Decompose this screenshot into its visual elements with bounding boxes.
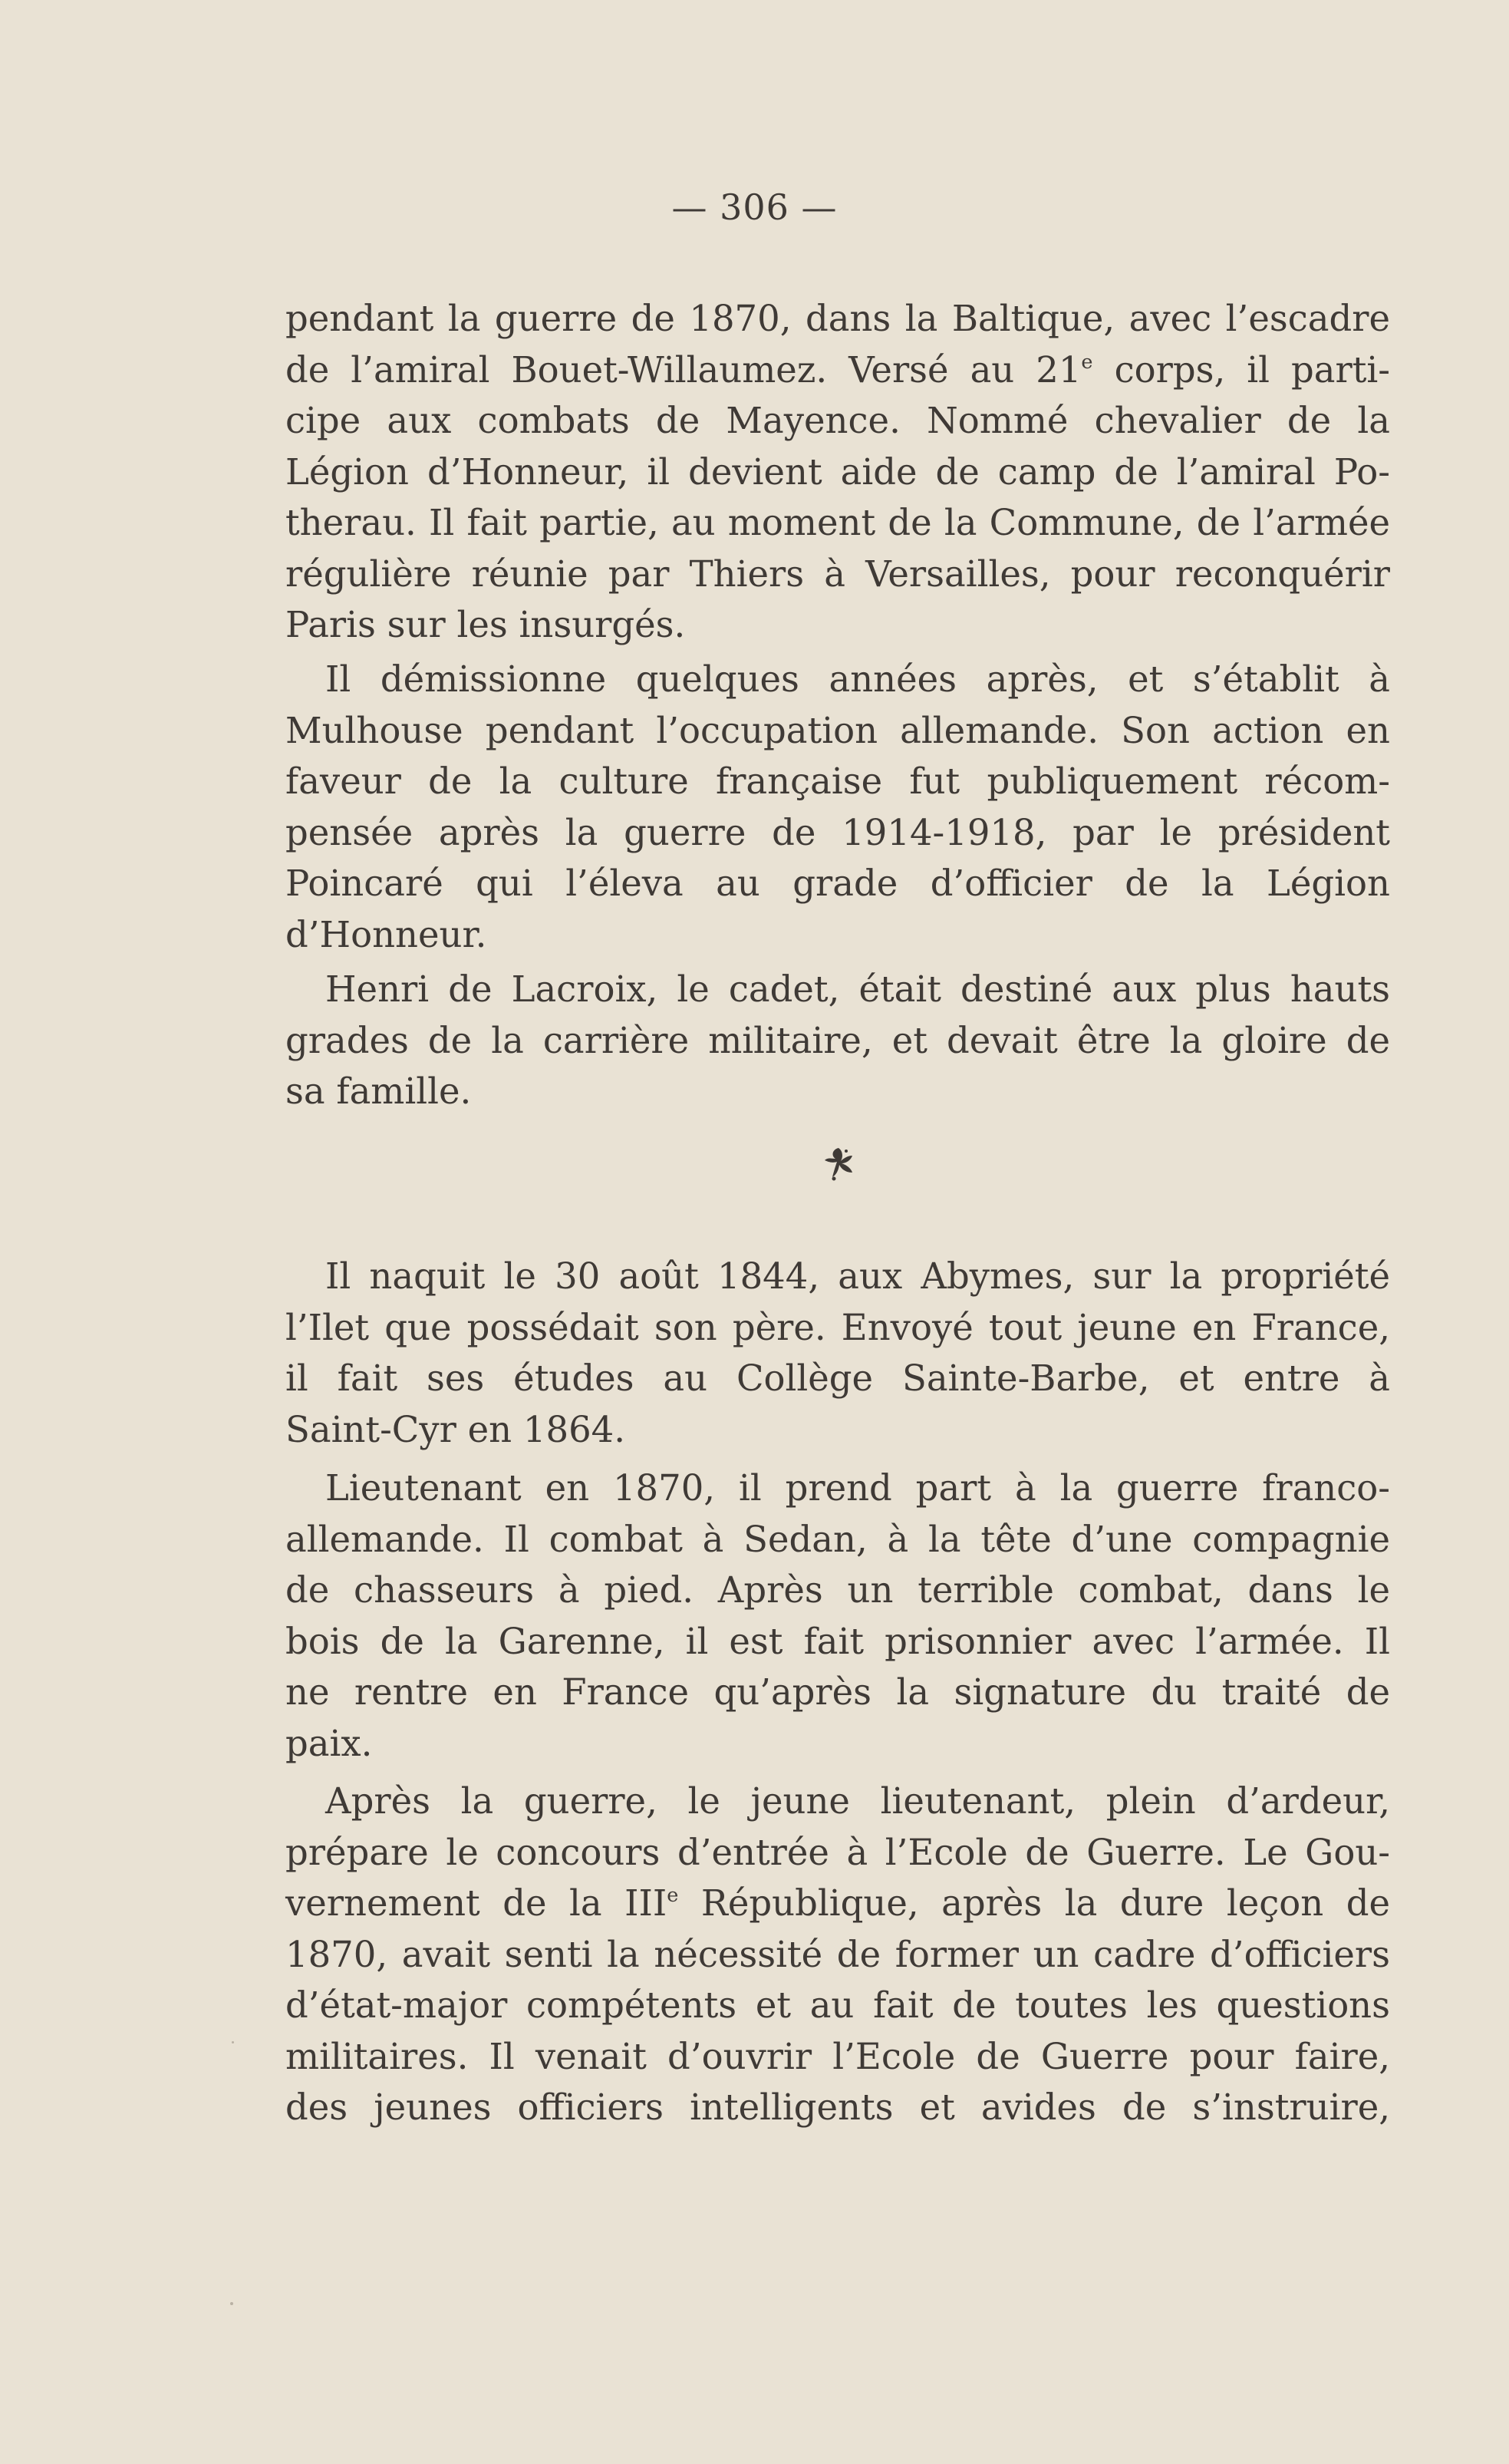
text-line: l’Ilet que possédait son père. Envoyé tout jeune en France, (285, 1306, 1390, 1348)
text-line: paix. (285, 1722, 373, 1764)
paragraph-3 (285, 964, 1390, 1117)
text-line: Paris sur les insurgés. (285, 604, 686, 645)
text-line: allemande. Il combat à Sedan, à la tête d’une compagnie (285, 1518, 1390, 1560)
text-line: Henri de Lacroix, le cadet, était destiné aux plus hauts (325, 968, 1390, 1010)
text-line: prépare le concours d’entrée à l’Ecole de Guerre. Le Gou- (285, 1831, 1390, 1873)
text-line: ne rentre en France qu’après la signature du traité de (285, 1671, 1390, 1713)
text-line: vernement de la IIIe République, après la dure leçon de (285, 1882, 1390, 1924)
text-line: d’état-major compétents et au fait de toutes les questions (285, 1984, 1390, 2026)
paper-speck (232, 2041, 234, 2043)
fleuron-ornament-icon (815, 1142, 862, 1188)
text-line: faveur de la culture française fut publiquement récom- (285, 760, 1390, 802)
text-line: Poincaré qui l’éleva au grade d’officier de la Légion (285, 863, 1390, 904)
paragraph-5 (285, 1463, 1390, 1769)
paragraph-1 (285, 293, 1390, 651)
page-number: — 306 — (671, 186, 838, 228)
paragraph-2 (285, 654, 1390, 960)
text-line: Mulhouse pendant l’occupation allemande. Son action en (285, 709, 1390, 751)
text-line: Lieutenant en 1870, il prend part à la guerre franco- (325, 1467, 1390, 1509)
paragraph-6 (285, 1776, 1390, 2133)
text-line: militaires. Il venait d’ouvrir l’Ecole de Guerre pour faire, (285, 2035, 1390, 2077)
text-line: il fait ses études au Collège Sainte-Barbe, et entre à (285, 1357, 1390, 1399)
text-line: pendant la guerre de 1870, dans la Baltique, avec l’escadre (285, 298, 1390, 339)
text-line: 1870, avait senti la nécessité de former un cadre d’officiers (285, 1933, 1390, 1975)
text-line: Il démissionne quelques années après, et s’établit à (325, 658, 1390, 700)
text-line: Légion d’Honneur, il devient aide de camp de l’amiral Po- (285, 450, 1390, 493)
text-line: therau. Il fait partie, au moment de la Commune, de l’armée (285, 502, 1390, 543)
text-line: Après la guerre, le jeune lieutenant, plein d’ardeur, (325, 1780, 1390, 1822)
text-line: de chasseurs à pied. Après un terrible combat, dans le (285, 1569, 1390, 1611)
text-line: sa famille. (285, 1070, 472, 1112)
paragraph-4 (285, 1251, 1390, 1455)
text-line: des jeunes officiers intelligents et avides de s’instruire, (285, 2086, 1390, 2128)
text-line: pensée après la guerre de 1914-1918, par le président (285, 811, 1390, 853)
text-line: Il naquit le 30 août 1844, aux Abymes, sur la propriété (325, 1255, 1390, 1297)
text-line: grades de la carrière militaire, et devait être la gloire de (285, 1019, 1390, 1061)
text-line: cipe aux combats de Mayence. Nommé chevalier de la (285, 400, 1390, 441)
text-line: d’Honneur. (285, 913, 487, 955)
text-line: régulière réunie par Thiers à Versailles, pour reconquérir (285, 553, 1390, 595)
text-line: bois de la Garenne, il est fait prisonnier avec l’armée. Il (285, 1620, 1390, 1662)
paper-speck (230, 2302, 233, 2305)
text-line: de l’amiral Bouet-Willaumez. Versé au 21e corps, il parti- (285, 348, 1390, 391)
text-line: Saint-Cyr en 1864. (285, 1408, 626, 1450)
